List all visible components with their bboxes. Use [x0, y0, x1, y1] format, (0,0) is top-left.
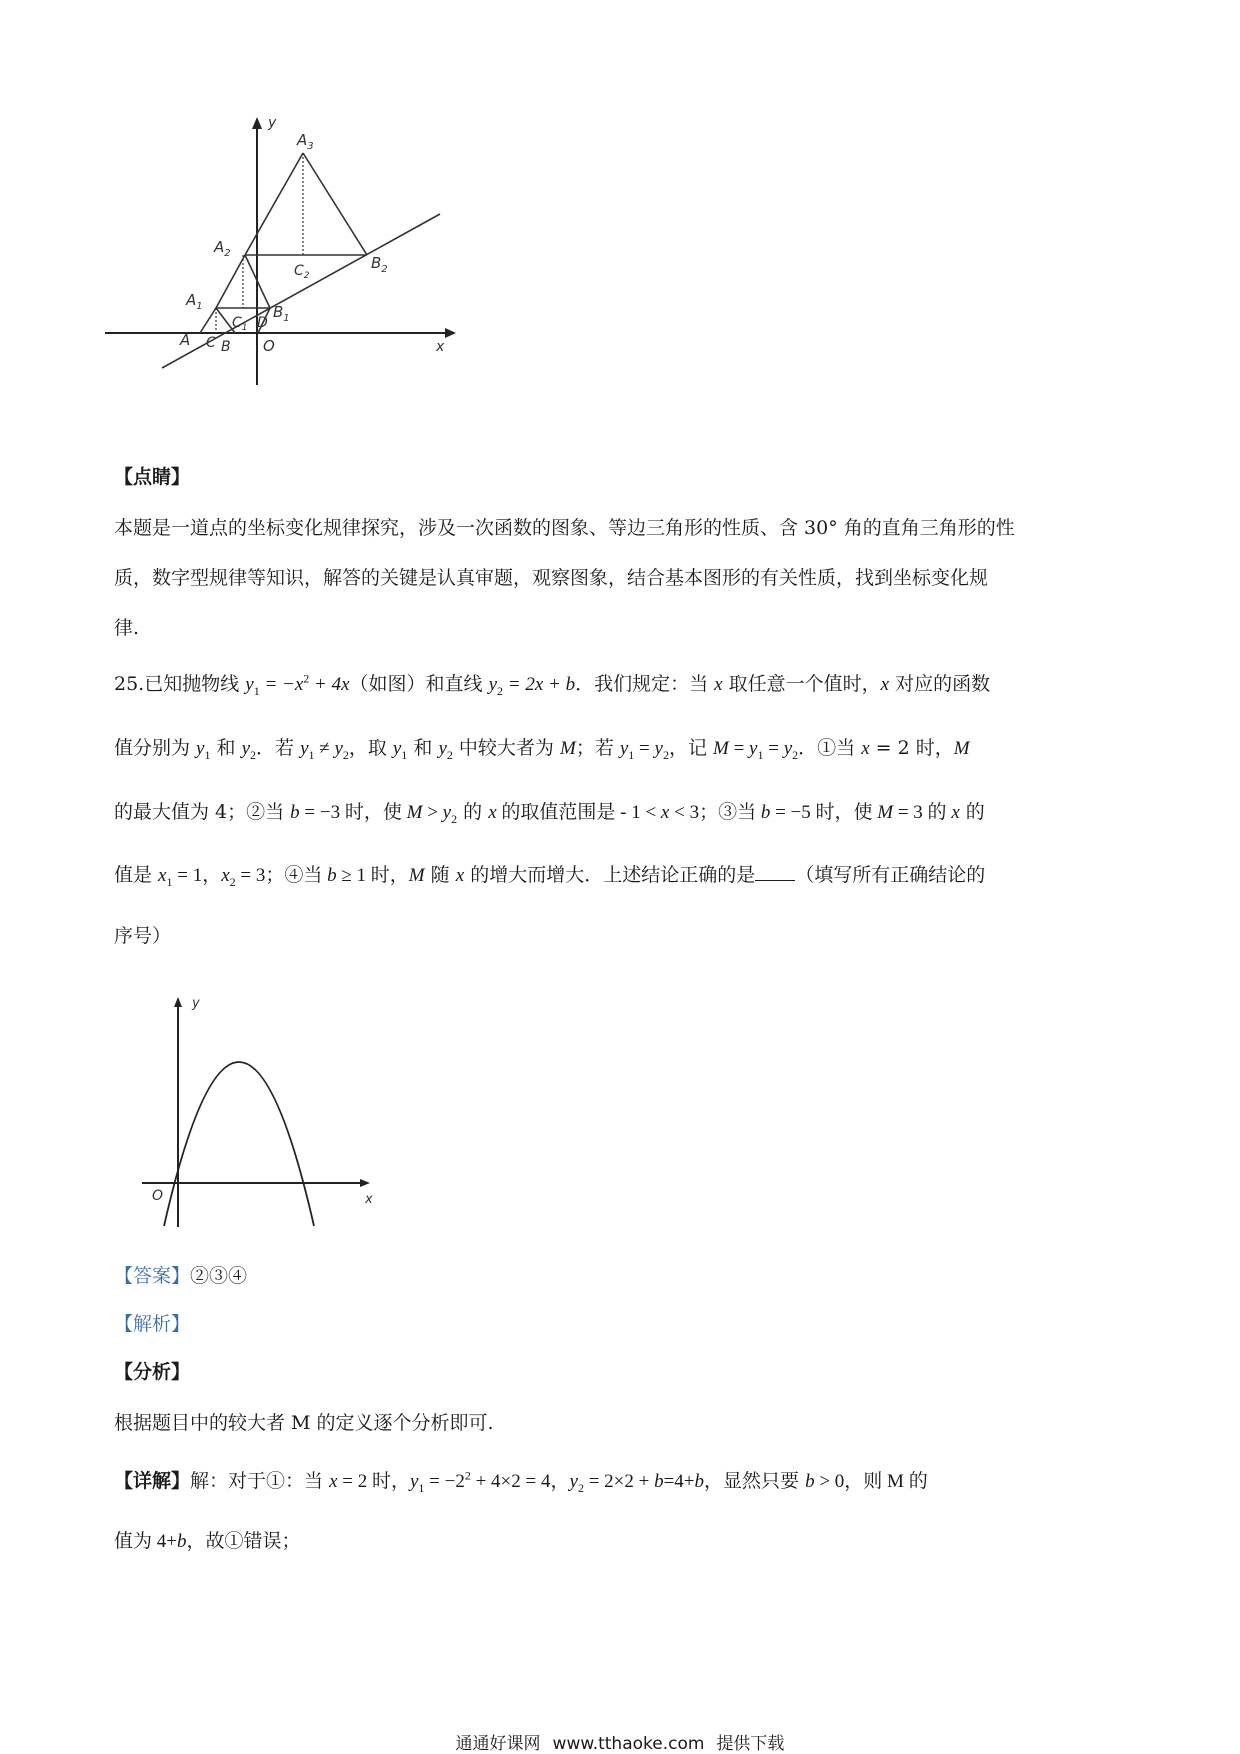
label-origin: O	[152, 1188, 164, 1204]
triangle-1	[200, 308, 235, 333]
dianjing-line-1: 本题是一道点的坐标变化规律探究，涉及一次函数的图象、等边三角形的性质、含 30° 角的直角三角形的性	[114, 517, 1015, 539]
footer-site: 通通好课网	[455, 1734, 541, 1754]
x-axis-arrow	[360, 1179, 370, 1187]
label-a: A	[180, 331, 191, 349]
q25-line-4: 值是 $x_1 = 1$，$x_2 = 3$；④当 b ≥ 1 时，M 随 x 的增大而增大．上述结论正确的是 （填写所有正确结论的	[114, 864, 986, 889]
answer-line	[114, 1261, 247, 1288]
label-x: x	[365, 1192, 373, 1207]
label-a2: $A_2$	[214, 238, 231, 259]
label-x: x	[436, 339, 445, 355]
label-b2: $B_2$	[371, 254, 388, 275]
y-axis-arrow	[252, 117, 262, 129]
label-origin: O	[263, 337, 275, 355]
xiangjie-line-1: 【详解】解：对于①：当 x = 2 时，$y_1 = -2^2 + 4\times 2 = 4$，$y_2 = 2\times 2 + b=4+b$，显然只要 b > 0，则 M 的	[114, 1468, 928, 1495]
label-y: y	[192, 996, 200, 1011]
segment-a2-a3	[245, 153, 303, 255]
label-y: y	[268, 115, 277, 131]
jiexi-tag: 【解析】	[114, 1313, 191, 1335]
parabola-curve	[164, 1062, 314, 1226]
linear-function-line	[162, 214, 440, 368]
fenxi-text: 根据题目中的较大者 M 的定义逐个分析即可.	[114, 1412, 494, 1434]
label-a1: $A_1$	[186, 291, 203, 312]
segment-a1-a2	[216, 255, 245, 308]
page-footer	[0, 1729, 1240, 1754]
q25-line-3: 的最大值为 4；②当 b = −3 时，使 $M > y_2$ 的 x 的取值范围是 - 1 < x < 3；③当 b = −5 时，使 M = 3 的 x 的	[114, 801, 985, 826]
q25-line-5: 序号）	[114, 925, 172, 947]
q25-line-1: 25.已知抛物线 $y_1 = -x^2 + 4x$（如图）和直线 $y_2 = 2x + b$．我们规定：当 x 取任意一个值时，x 对应的函数	[114, 671, 991, 698]
y-axis-arrow	[174, 997, 182, 1007]
label-a3: $A_3$	[297, 131, 314, 152]
label-c: C	[206, 335, 216, 351]
label-b: B	[221, 339, 231, 355]
footer-note: 提供下载	[716, 1734, 785, 1754]
label-c1: $C_1$	[232, 315, 248, 333]
xiangjie-line-2: 值为 4+b，故①错误；	[114, 1530, 301, 1552]
fenxi-heading: 【分析】	[114, 1361, 191, 1383]
x-axis-arrow	[445, 328, 456, 338]
dianjing-line-3: 律.	[114, 617, 140, 639]
label-b1: $B_1$	[273, 303, 290, 324]
answer-blank	[755, 864, 795, 881]
answer-tag: 【答案】	[114, 1265, 191, 1287]
figure-triangle-pattern	[100, 115, 500, 435]
label-c2: $C_2$	[294, 263, 310, 281]
footer-url[interactable]: www.tthaoke.com	[552, 1734, 705, 1754]
figure-parabola	[138, 993, 388, 1233]
dianjing-heading: 【点睛】	[114, 466, 191, 488]
dianjing-line-2: 质，数字型规律等知识，解答的关键是认真审题，观察图象，结合基本图形的有关性质，找到坐标变化规	[114, 567, 989, 589]
label-d: D	[257, 315, 268, 331]
answer-value: ②③④	[190, 1265, 248, 1287]
segment-a3-b2	[303, 153, 367, 255]
q25-line-2: 值分别为 $y_1$ 和 $y_2$．若 $y_1 \ne y_2$，取 $y_1$ 和 $y_2$ 中较大者为 M；若 $y_1 = y_2$，记 $M = y_1 = y_2$．①当 x = 2 时，M	[114, 737, 970, 762]
